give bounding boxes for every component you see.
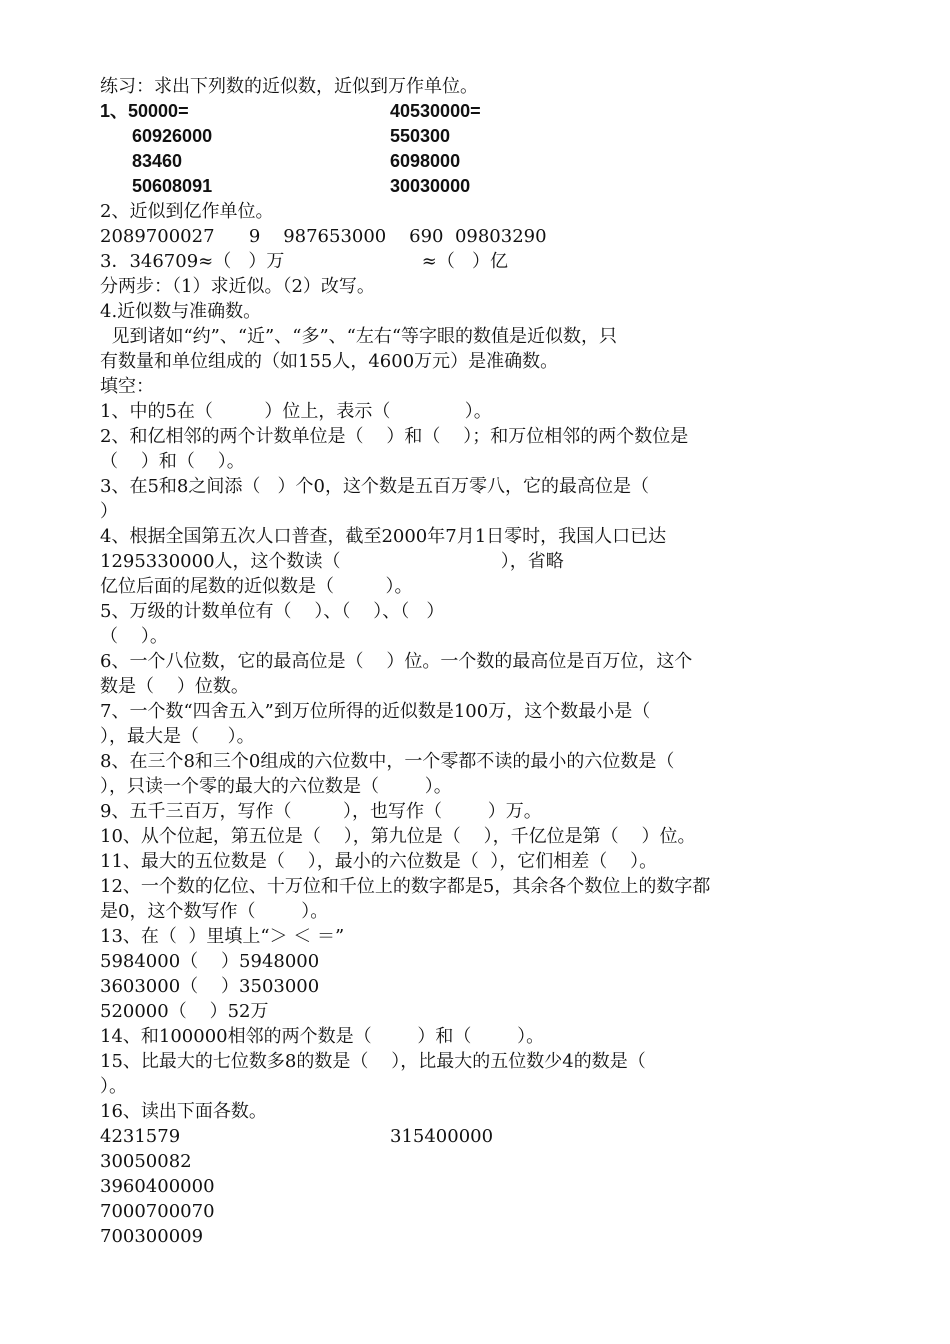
question-line: ），只读一个零的最大的六位数是（ ）。: [100, 776, 452, 797]
q16-row-1: [100, 1124, 860, 1149]
q1-cell: 83460: [132, 151, 183, 171]
question-line: ）。: [100, 1076, 127, 1097]
q1-row-1: [100, 99, 860, 124]
q1-cell: 6098000: [390, 151, 461, 171]
q1-cell: 30030000: [390, 176, 471, 196]
question-line: 数是（ ）位数。: [100, 676, 249, 697]
question-line: （ ）。: [100, 626, 168, 647]
question-line: ）: [100, 501, 118, 522]
question-line: ），最大是（ ）。: [100, 726, 255, 747]
q1-row-2: [100, 124, 860, 149]
question-line: 5984000（ ）5948000: [100, 951, 320, 972]
question-line: 13、在（ ）里填上“＞ ＜ ＝”: [100, 926, 345, 947]
question-line: 12、一个数的亿位、十万位和千位上的数字都是5，其余各个数位上的数字都: [100, 876, 711, 897]
q1-row-4: [100, 174, 860, 199]
fill-title: 填空：: [100, 376, 154, 397]
q1-row-3: [100, 149, 860, 174]
q3-text: 3．346709≈（ ）万 ≈（ ）亿: [100, 251, 508, 272]
q4-description: 见到诸如“约”、“近”、“多”、“左右“等字眼的数值是近似数，只: [100, 326, 618, 347]
question-line: 1295330000人，这个数读（ ），省略: [100, 551, 564, 572]
question-line: 14、和100000相邻的两个数是（ ）和（ ）。: [100, 1026, 545, 1047]
question-line: 15、比最大的七位数多8的数是（ ），比最大的五位数少4的数是（: [100, 1051, 646, 1072]
q16-number: 315400000: [390, 1126, 494, 1147]
question-line: 10、从个位起，第五位是（ ），第九位是（ ），千亿位是第（ ）位。: [100, 826, 696, 847]
q16-number: 7000700070: [100, 1201, 215, 1222]
q1-cell: 550300: [390, 126, 451, 146]
q4-description: 有数量和单位组成的（如155人，4600万元）是准确数。: [100, 351, 559, 372]
question-line: 520000（ ）52万: [100, 1001, 269, 1022]
question-line: 1、中的5在（ ）位上，表示（ ）。: [100, 401, 492, 422]
q2-title: 2、近似到亿作单位。: [100, 201, 274, 222]
question-line: 亿位后面的尾数的近似数是（ ）。: [100, 576, 413, 597]
worksheet: [100, 74, 860, 1249]
question-line: 是0，这个数写作（ ）。: [100, 901, 329, 922]
q2-numbers: 2089700027 9 987653000 690 09803290: [100, 226, 547, 247]
question-line: 5、万级的计数单位有（ ）、（ ）、（ ）: [100, 601, 445, 622]
question-line: 3603000（ ）3503000: [100, 976, 320, 997]
question-line: 9、五千三百万，写作（ ），也写作（ ）万。: [100, 801, 542, 822]
q1-cell: 60926000: [132, 126, 213, 146]
q16-number: 4231579: [100, 1126, 181, 1147]
question-line: 11、最大的五位数是（ ），最小的六位数是（ ），它们相差（ ）。: [100, 851, 658, 872]
question-line: 8、在三个8和三个0组成的六位数中，一个零都不读的最小的六位数是（: [100, 751, 675, 772]
question-line: 4、根据全国第五次人口普查，截至2000年7月1日零时，我国人口已达: [100, 526, 667, 547]
q16-number: 700300009: [100, 1226, 204, 1247]
question-line: 3、在5和8之间添（ ）个0，这个数是五百万零八，它的最高位是（: [100, 476, 649, 497]
q4-title: 4.近似数与准确数。: [100, 301, 262, 322]
q1-cell: 1、50000=: [100, 101, 189, 121]
question-line: 7、一个数“四舍五入”到万位所得的近似数是100万，这个数最小是（: [100, 701, 651, 722]
question-line: 2、和亿相邻的两个计数单位是（ ）和（ ）；和万位相邻的两个数位是: [100, 426, 689, 447]
steps-text: 分两步：（1）求近似。（2）改写。: [100, 276, 375, 297]
q16-number: 3960400000: [100, 1176, 215, 1197]
q1-cell: 50608091: [132, 176, 213, 196]
question-line: （ ）和（ ）。: [100, 451, 245, 472]
exercise-title: 练习：求出下列数的近似数，近似到万作单位。: [100, 76, 478, 97]
question-line: 6、一个八位数，它的最高位是（ ）位。一个数的最高位是百万位，这个: [100, 651, 693, 672]
question-line: 16、读出下面各数。: [100, 1101, 267, 1122]
q16-number: 30050082: [100, 1151, 192, 1172]
q1-cell: 40530000=: [390, 101, 481, 121]
